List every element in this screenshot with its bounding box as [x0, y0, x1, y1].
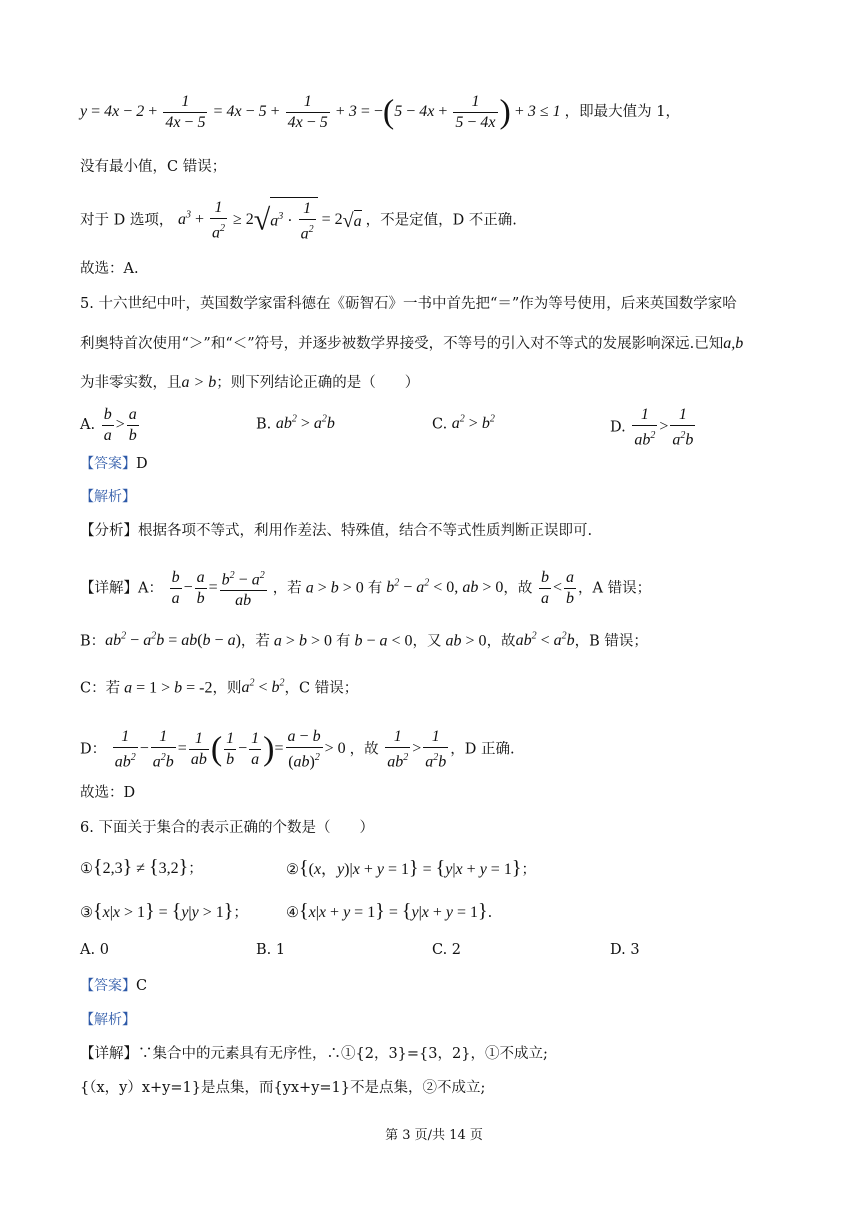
- q5-option-c: C. $a^2 > b^2$: [432, 414, 495, 433]
- q6-item-2-semi: ；: [521, 862, 536, 878]
- q5-detail-c: C：若 a = 1 > b = -2，则$a^2 < b^2$，C 错误；: [80, 678, 359, 697]
- q6-option-d-value: 3: [630, 942, 640, 958]
- q4-equation-line: [80, 92, 680, 133]
- q5-a-mid3: ，故: [503, 580, 533, 597]
- q6-item-2-index: ②: [286, 862, 299, 878]
- q5-fenxi-tag: 【分析】: [80, 523, 138, 539]
- q5-b-mid2: 有: [335, 633, 351, 650]
- q6-option-c-value: 2: [451, 942, 462, 958]
- q6-option-c-label: C.: [432, 942, 448, 958]
- q5-a-label: A：: [138, 580, 163, 597]
- q6-option-c: [432, 942, 461, 958]
- q4-no-min: 没有最小值，C 错误；: [80, 159, 227, 175]
- q6-item-4: ④{x|x + y = 1} = {y|x + y = 1}.: [286, 900, 493, 922]
- q6-option-d-label: D.: [610, 942, 626, 958]
- q5-final: 故选：D: [80, 785, 136, 801]
- q6-option-a-value: 0: [99, 942, 109, 958]
- q5-analysis-tag: 【解析】: [80, 489, 136, 505]
- q5-option-b-label: B.: [256, 416, 272, 433]
- q5-b-mid: ，若: [240, 633, 270, 650]
- q5-b-mid4: ，故: [486, 633, 516, 650]
- q5-stem-line2: [80, 334, 743, 354]
- q5-d-tail: ，D 正确.: [450, 741, 515, 758]
- q6-item-4-index: ④: [286, 905, 299, 921]
- q5-line3-prefix: 为非零实数，且: [80, 375, 182, 391]
- q5-detail-b: B：$ab^2 - a^2b = ab(b - a)$，若 a > b > 0 有 b − a < 0，又 ab > 0，故$ab^2 < a^2b$，B 错误；: [80, 631, 648, 650]
- q5-a-tail: ，A 错误；: [577, 580, 652, 597]
- q5-stem-line3: [80, 373, 419, 393]
- q6-item-4-period: .: [487, 905, 493, 921]
- q6-item-3-index: ③: [80, 905, 93, 921]
- q6-answer-line: [80, 976, 147, 996]
- q6-item-2: ②{(x，y)|x + y = 1} = {y|x + y = 1}；: [286, 857, 536, 879]
- q6-last-line: {（x，y）x+y=1}是点集，而{yx+y=1}不是点集，②不成立;: [80, 1080, 486, 1096]
- q4-eq-tail: ，即最大值为 1，: [564, 104, 680, 121]
- q5-option-a-label: A.: [80, 417, 96, 434]
- q6-item-3: ③{x|x > 1} = {y|y > 1}；: [80, 900, 248, 922]
- q5-c-label: C：若: [80, 680, 121, 697]
- q5-answer-line: [80, 454, 148, 474]
- q5-detail-a: 【详解】A： $\frac{b}{a}$ − $\frac{a}{b}$ = $\frac{b^2 - a^2}{ab}$ ，若 a > b > 0 有 $b^2 - a^2 < 0$, ab > 0，故 $\frac{b}{a}$ < $\frac{a}{b}$ ，A 错误；: [80, 566, 651, 611]
- q6-analysis-line: [80, 1010, 136, 1030]
- q5-d-mid: ，故: [349, 741, 379, 758]
- q6-answer-tag: 【答案】: [80, 978, 136, 994]
- q5-b-label: B：: [80, 633, 106, 650]
- q6-option-a: [80, 942, 109, 958]
- q6-option-d: [610, 942, 640, 958]
- q6-stem: 6. 下面关于集合的表示正确的个数是（ ）: [80, 820, 374, 836]
- q5-line3-tail: ；则下列结论正确的是（ ）: [216, 375, 420, 391]
- q5-detail-d: D： $\frac{1}{ab^2}$ − $\frac{1}{a^2b}$ = $\frac{1}{ab}$ ( $\frac{1}{b}$ − $\frac{1}{a}$ )= $\frac{a - b}{(ab)^2}$ > 0 ，故 $\frac{1}{ab^2}$ > $\frac{1}{a^2b}$ ，D 正确.: [80, 728, 515, 771]
- q5-b-tail: ，B 错误；: [574, 633, 648, 650]
- q6-detail-tag: 【详解】: [80, 1046, 138, 1062]
- q5-detail-tag: 【详解】: [80, 580, 138, 597]
- q5-option-a: A. $\frac{b}{a}$ > $\frac{a}{b}$: [80, 406, 137, 444]
- q6-option-a-label: A.: [80, 942, 96, 958]
- q5-line2-text: 利奥特首次使用“＞”和“＜”符号，并逐步被数学界接受，不等号的引入对不等式的发展影响深远.已知: [80, 336, 724, 352]
- q5-answer-value: D: [136, 456, 148, 472]
- q6-item-1: ①{2,3} ≠ {3,2}；: [80, 856, 203, 878]
- q6-option-b-label: B.: [256, 942, 272, 958]
- q5-fenxi-text: 根据各项不等式，利用作差法、特殊值，结合不等式性质判断正误即可.: [138, 523, 593, 539]
- q4-d-formula: $a^3$ + $\frac{1}{a^2}$ ≥ $2√a^3$ · $\frac{1}{a^2}$ = 2√a: [177, 199, 362, 243]
- q5-option-d: D. $\frac{1}{ab^2}$ > $\frac{1}{a^2b}$: [610, 406, 694, 449]
- q6-detail-line: [80, 1044, 548, 1064]
- q5-line2-math: a,b: [723, 335, 744, 352]
- q4-d-tail: ，不是定值，D 不正确.: [365, 212, 517, 229]
- q5-line3-math: a > b: [181, 374, 217, 391]
- q4-d-prefix: 对于 D 选项，: [80, 212, 174, 229]
- q5-d-label: D：: [80, 741, 107, 758]
- q4-equation: y = 4x − 2 + $\frac{1}{4x - 5}$ = 4x − 5 + $\frac{1}{4x - 5}$ + 3 = −(5 − 4x + $\frac{1}{5 - 4x}$ ) + 3 ≤ 1: [80, 93, 565, 131]
- q4-d-line: [80, 197, 517, 244]
- q5-c-tail: ，C 错误；: [284, 680, 359, 697]
- q6-item-3-semi: ；: [233, 905, 248, 921]
- q5-b-mid3: ，又: [412, 633, 442, 650]
- q5-a-mid: ，若: [272, 580, 302, 597]
- q5-c-mid: ，则: [212, 680, 242, 697]
- q6-item-1-semi: ；: [188, 861, 203, 877]
- q6-detail-text: ∵集合中的元素具有无序性，∴①{2，3}={3，2}，①不成立;: [138, 1046, 548, 1062]
- q5-option-c-label: C.: [432, 416, 448, 433]
- q5-analysis-line: [80, 487, 136, 507]
- q6-item-1-index: ①: [80, 861, 93, 877]
- q5-a-mid2: 有: [367, 580, 383, 597]
- q5-fenxi-line: [80, 521, 592, 541]
- q5-option-d-label: D.: [610, 419, 626, 436]
- q5-option-b: B. $ab^2 > a^2b$: [256, 414, 335, 433]
- q5-answer-tag: 【答案】: [80, 456, 136, 472]
- q4-answer: 故选：A.: [80, 261, 139, 277]
- page-footer: 第 3 页/共 14 页: [385, 1128, 483, 1143]
- q6-option-b: [256, 942, 285, 958]
- q6-analysis-tag: 【解析】: [80, 1012, 136, 1028]
- q6-option-b-value: 1: [275, 942, 286, 958]
- q5-stem-line1: 5. 十六世纪中叶，英国数学家雷科德在《砺智石》一书中首先把“＝”作为等号使用，后来英国数学家哈: [80, 296, 737, 312]
- q6-answer-value: C: [136, 978, 148, 994]
